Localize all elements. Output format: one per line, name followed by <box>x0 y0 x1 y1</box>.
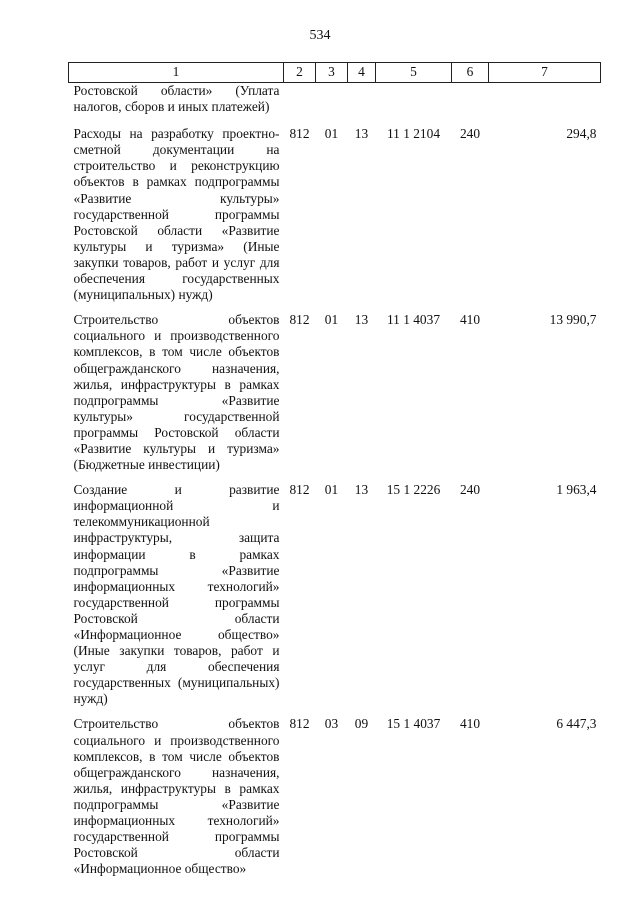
header-col-6: 6 <box>452 63 489 83</box>
row-description: Ростовской области» (Уплата налогов, сборов и иных платежей) <box>73 83 280 115</box>
header-col-3: 3 <box>316 63 348 83</box>
table-row <box>69 482 601 716</box>
header-col-2: 2 <box>284 63 316 83</box>
subsection-code: 09 <box>354 716 369 732</box>
header-col-1: 1 <box>69 63 284 83</box>
row-description: Строительство объектов социального и производственного комплексов, в том числе объектов общегражданского назначения, жилья, инфраструктуры в рамках подпрограммы «Развитие информационных технологий» государственной программы Ростовской области «Информационное общество» <box>73 716 280 877</box>
page-number: 534 <box>309 28 331 43</box>
expense-type-code: 240 <box>459 482 481 498</box>
header-row <box>69 63 601 83</box>
table-row <box>69 716 601 886</box>
ministry-code: 812 <box>289 126 310 142</box>
header-col-7: 7 <box>489 63 601 83</box>
subsection-code: 13 <box>354 482 369 498</box>
budget-table <box>68 62 601 886</box>
table-row <box>69 126 601 312</box>
section-code: 01 <box>324 482 339 498</box>
target-article-code: 11 1 4037 <box>386 312 441 328</box>
table-row-continuation <box>69 83 601 127</box>
target-article-code: 15 1 4037 <box>386 716 441 732</box>
amount: 6 447,3 <box>556 716 597 732</box>
ministry-code: 812 <box>289 312 310 328</box>
amount: 294,8 <box>566 126 597 142</box>
subsection-code: 13 <box>354 126 369 142</box>
row-description: Расходы на разработку проектно-сметной документации на строительство и реконструкцию объектов в рамках подпрограммы «Развитие культуры» государственной программы Ростовской области «Развитие культуры и туризма» (Иные закупки товаров, работ и услуг для обеспечения государственных (муниципальных) нужд) <box>73 126 280 303</box>
section-code: 01 <box>324 126 339 142</box>
row-description: Создание и развитие информационной и телекоммуникационной инфраструктуры, защита информации в рамках подпрограммы «Развитие информационных технологий» государственной программы Ростовской области «Информационное общество» (Иные закупки товаров, работ и услуг для обеспечения государственных (муниципальных) нужд) <box>73 482 280 707</box>
expense-type-code: 410 <box>459 716 481 732</box>
ministry-code: 812 <box>289 716 310 732</box>
header-col-4: 4 <box>348 63 376 83</box>
header-col-5: 5 <box>376 63 452 83</box>
expense-type-code: 240 <box>459 126 481 142</box>
target-article-code: 11 1 2104 <box>386 126 441 142</box>
table-row <box>69 312 601 482</box>
section-code: 01 <box>324 312 339 328</box>
target-article-code: 15 1 2226 <box>386 482 441 498</box>
section-code: 03 <box>324 716 339 732</box>
subsection-code: 13 <box>354 312 369 328</box>
ministry-code: 812 <box>289 482 310 498</box>
expense-type-code: 410 <box>459 312 481 328</box>
row-description: Строительство объектов социального и производственного комплексов, в том числе объектов общегражданского назначения, жилья, инфраструктуры в рамках подпрограммы «Развитие культуры» государственной программы Ростовской области «Развитие культуры и туризма» (Бюджетные инвестиции) <box>73 312 280 473</box>
amount: 1 963,4 <box>556 482 597 498</box>
amount: 13 990,7 <box>549 312 597 328</box>
